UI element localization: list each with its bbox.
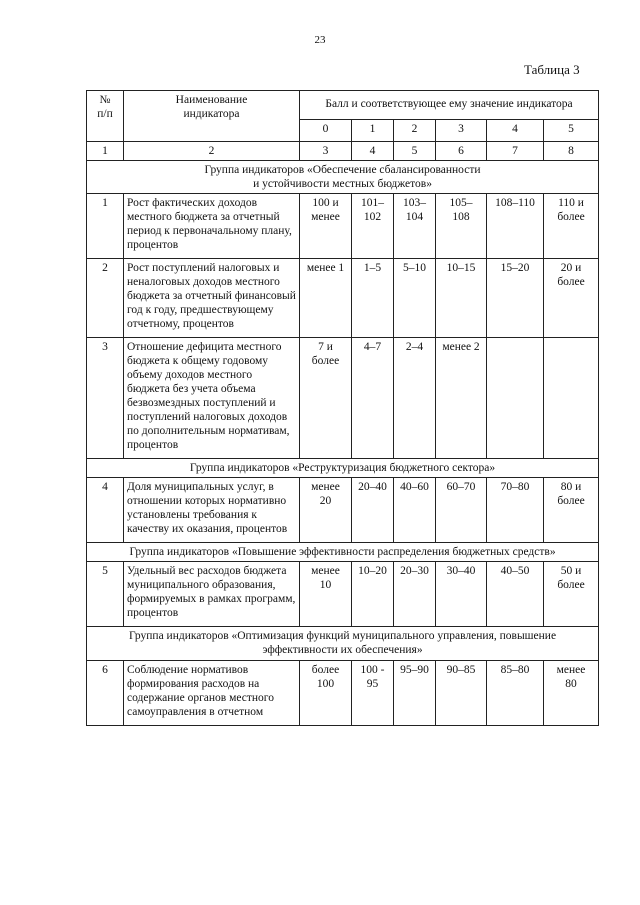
score-2: 2 [394, 119, 436, 141]
indicator-value-score-2: 20–30 [394, 562, 436, 627]
score-5: 5 [544, 119, 599, 141]
indicator-value-score-5: менее 80 [544, 660, 599, 725]
indicator-value-score-0: более 100 [300, 660, 352, 725]
indicator-value-score-5 [544, 338, 599, 459]
indicator-row [87, 562, 599, 627]
score-3: 3 [436, 119, 487, 141]
indicator-row [87, 478, 599, 543]
indicator-value-score-4: 15–20 [487, 259, 544, 338]
indicator-value-score-0: менее 1 [300, 259, 352, 338]
indicator-name: Рост поступлений налоговых и неналоговых доходов местного бюджета за отчетный финансовый год к году, предшествующему отчетному, процентов [124, 259, 300, 338]
header-num: № п/п [87, 91, 124, 142]
indicator-value-score-3: 10–15 [436, 259, 487, 338]
indicator-value-score-4: 108–110 [487, 194, 544, 259]
header-name: Наименование индикатора [124, 91, 300, 142]
indicator-name: Рост фактических доходов местного бюджета за отчетный период к первоначальному плану, процентов [124, 194, 300, 259]
indicator-value-score-1: 10–20 [352, 562, 394, 627]
indicator-row [87, 259, 599, 338]
indicator-value-score-5: 20 и более [544, 259, 599, 338]
header-score-title: Балл и соответствующее ему значение индикатора [300, 91, 599, 120]
group-row [87, 627, 599, 660]
indicator-value-score-2: 95–90 [394, 660, 436, 725]
indicator-value-score-5: 50 и более [544, 562, 599, 627]
score-0: 0 [300, 119, 352, 141]
indicator-value-score-0: менее 20 [300, 478, 352, 543]
indicator-number: 4 [87, 478, 124, 543]
group-title: Группа индикаторов «Обеспечение сбалансированности и устойчивости местных бюджетов» [87, 161, 599, 194]
column-numbers-row [87, 142, 599, 161]
indicator-value-score-3: 90–85 [436, 660, 487, 725]
indicator-value-score-3: 105– 108 [436, 194, 487, 259]
indicator-value-score-1: 20–40 [352, 478, 394, 543]
indicator-name: Отношение дефицита местного бюджета к общему годовому объему доходов местного бюджета без учета объема безвозмездных поступлений и поступлений налоговых доходов по дополнительным нормативам, процентов [124, 338, 300, 459]
indicator-number: 5 [87, 562, 124, 627]
group-title: Группа индикаторов «Оптимизация функций муниципального управления, повышение эффективности их обеспечения» [87, 627, 599, 660]
indicator-name: Соблюдение нормативов формирования расходов на содержание органов местного самоуправления в отчетном [124, 660, 300, 725]
indicator-value-score-3: 30–40 [436, 562, 487, 627]
table-caption: Таблица 3 [524, 62, 580, 77]
indicator-value-score-0: 100 и менее [300, 194, 352, 259]
group-row [87, 543, 599, 562]
col-number: 5 [394, 142, 436, 161]
indicator-number: 2 [87, 259, 124, 338]
col-number: 6 [436, 142, 487, 161]
group-row [87, 459, 599, 478]
indicator-value-score-5: 80 и более [544, 478, 599, 543]
col-number: 2 [124, 142, 300, 161]
page-number: 23 [314, 34, 326, 46]
indicator-value-score-0: менее 10 [300, 562, 352, 627]
indicator-row [87, 660, 599, 725]
indicator-name: Доля муниципальных услуг, в отношении которых нормативно установлены требования к качеству их оказания, процентов [124, 478, 300, 543]
indicator-value-score-1: 101– 102 [352, 194, 394, 259]
indicator-value-score-2: 2–4 [394, 338, 436, 459]
col-number: 7 [487, 142, 544, 161]
indicator-value-score-4: 85–80 [487, 660, 544, 725]
indicator-value-score-4: 70–80 [487, 478, 544, 543]
indicator-number: 3 [87, 338, 124, 459]
indicator-value-score-2: 40–60 [394, 478, 436, 543]
indicator-value-score-3: менее 2 [436, 338, 487, 459]
indicator-value-score-0: 7 и более [300, 338, 352, 459]
indicator-value-score-3: 60–70 [436, 478, 487, 543]
indicator-value-score-1: 100 - 95 [352, 660, 394, 725]
col-number: 8 [544, 142, 599, 161]
indicators-table [86, 90, 599, 726]
indicator-row [87, 194, 599, 259]
indicator-value-score-4: 40–50 [487, 562, 544, 627]
indicator-value-score-1: 1–5 [352, 259, 394, 338]
header-row [87, 91, 599, 120]
indicator-value-score-2: 5–10 [394, 259, 436, 338]
score-4: 4 [487, 119, 544, 141]
indicator-value-score-5: 110 и более [544, 194, 599, 259]
col-number: 4 [352, 142, 394, 161]
indicator-value-score-1: 4–7 [352, 338, 394, 459]
col-number: 3 [300, 142, 352, 161]
score-1: 1 [352, 119, 394, 141]
indicator-value-score-2: 103– 104 [394, 194, 436, 259]
group-row [87, 161, 599, 194]
indicator-value-score-4 [487, 338, 544, 459]
indicator-number: 1 [87, 194, 124, 259]
indicator-number: 6 [87, 660, 124, 725]
col-number: 1 [87, 142, 124, 161]
indicator-name: Удельный вес расходов бюджета муниципального образования, формируемых в рамках программ, процентов [124, 562, 300, 627]
group-title: Группа индикаторов «Повышение эффективности распределения бюджетных средств» [87, 543, 599, 562]
group-title: Группа индикаторов «Реструктуризация бюджетного сектора» [87, 459, 599, 478]
indicator-row [87, 338, 599, 459]
